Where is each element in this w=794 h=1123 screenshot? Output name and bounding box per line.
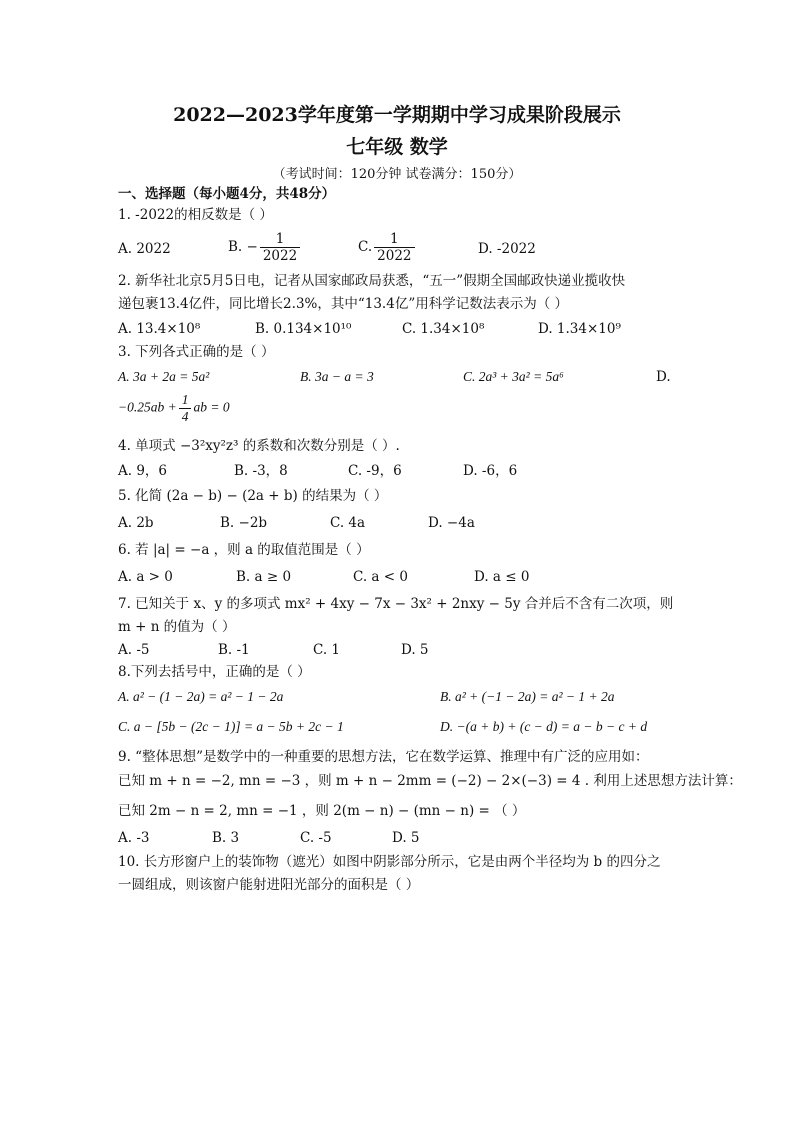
q9-option-a: A. -3 [118,830,150,846]
q6-option-d: D. a ≤ 0 [474,569,530,585]
q3-option-b: B. 3a − a = 3 [300,369,374,384]
question-7-stem-line2: m + n 的值为（ ） [118,619,236,635]
q2-option-b: B. 0.134×10¹⁰ [255,321,352,337]
q4-option-d: D. -6，6 [463,463,518,479]
q1-option-b-fraction [260,231,300,264]
q6-option-c: C. a < 0 [353,569,408,585]
q1-option-b-prefix: B. − [228,239,258,255]
q1-option-a: A. 2022 [118,241,171,257]
q7-option-a: A. -5 [118,642,150,658]
question-6-stem: 6. 若 |a| = −a ，则 a 的取值范围是（ ） [118,542,370,558]
question-10-stem-line2: 一圆组成，则该窗户能射进阳光部分的面积是（ ） [118,877,420,893]
q3-option-d-label: D. [656,369,671,385]
q1-b-numerator: 1 [260,231,300,248]
q7-option-c: C. 1 [313,642,341,658]
q2-option-c: C. 1.34×10⁸ [402,321,485,337]
q8-option-c: C. a − [5b − (2c − 1)] = a − 5b + 2c − 1 [118,719,344,734]
q1-option-d: D. -2022 [478,241,536,257]
q3-d-expr-left: −0.25ab + [118,399,177,415]
q4-option-c: C. -9，6 [348,463,402,479]
q7-option-b: B. -1 [218,642,250,658]
q6-option-a: A. a > 0 [118,569,173,585]
exam-subtitle: 七年级 数学 [346,136,448,158]
question-2-stem-line2: 递包裹13.4亿件，同比增长2.3%，其中“13.4亿”用科学记数法表示为（ ） [118,296,569,312]
q1-option-b [228,231,302,264]
q8-option-d: D. −(a + b) + (c − d) = a − b − c + d [440,719,648,734]
q3-option-d-expression [118,392,230,425]
q2-option-d: D. 1.34×10⁹ [538,321,621,337]
q9-option-c: C. -5 [300,830,332,846]
q1-c-numerator: 1 [374,231,414,248]
question-9-stem-line3: 已知 2m − n = 2, mn = −1 ，则 2(m − n) − (mn − n) = （ ） [118,803,526,819]
question-5-stem: 5. 化简 (2a − b) − (2a + b) 的结果为（ ） [118,488,388,504]
q3-option-a: A. 3a + 2a = 5a² [118,369,210,384]
question-10-stem-line1: 10. 长方形窗户上的装饰物（遮光）如图中阴影部分所示，它是由两个半径均为 b 的四分之 [118,854,661,870]
q5-option-c: C. 4a [330,515,366,531]
q6-option-b: B. a ≥ 0 [236,569,292,585]
q1-b-denominator: 2022 [262,248,298,264]
question-4-stem: 4. 单项式 −3²xy²z³ 的系数和次数分别是（ ）. [118,438,400,454]
q2-option-a: A. 13.4×10⁸ [118,321,201,337]
q5-option-d: D. −4a [428,515,475,531]
q4-option-b: B. -3，8 [234,463,288,479]
q5-option-b: B. −2b [220,515,268,531]
exam-title: 2022—2023学年度第一学期期中学习成果阶段展示 [173,104,621,126]
q3-d-numerator: 1 [179,392,192,409]
q4-option-a: A. 9，6 [118,463,168,479]
q3-d-fraction [179,392,192,425]
question-3-stem: 3. 下列各式正确的是（ ） [118,344,275,360]
question-9-stem-line1: 9. “整体思想”是数学中的一种重要的思想方法，它在数学运算、推理中有广泛的应用如： [118,749,649,765]
section-heading: 一、选择题（每小题4分，共48分） [118,186,336,202]
q9-option-b: B. 3 [212,830,240,846]
q8-option-b: B. a² + (−1 − 2a) = a² − 1 + 2a [440,689,615,704]
q1-option-c-prefix: C. [358,239,373,255]
q1-option-c-fraction [374,231,414,264]
question-7-stem-line1: 7. 已知关于 x、y 的多项式 mx² + 4xy − 7x − 3x² + 2nxy − 5y 合并后不含有二次项，则 [118,596,674,612]
q3-option-c: C. 2a³ + 3a² = 5a⁶ [463,369,564,384]
q7-option-d: D. 5 [401,642,429,658]
q9-option-d: D. 5 [392,830,420,846]
exam-info: （考试时间：120分钟 试卷满分：150分） [272,167,522,182]
q5-option-a: A. 2b [118,515,154,531]
q3-d-denominator: 4 [181,409,189,424]
q1-option-c [358,231,417,264]
q1-c-denominator: 2022 [377,248,412,264]
question-1-stem: 1. -2022的相反数是（ ） [118,207,273,223]
q3-d-expr-right: ab = 0 [193,399,230,415]
q8-option-a: A. a² − (1 − 2a) = a² − 1 − 2a [118,689,284,704]
question-9-stem-line2: 已知 m + n = −2, mn = −3 ，则 m + n − 2mm = (−2) − 2×(−3) = 4 . 利用上述思想方法计算： [118,773,742,789]
question-2-stem-line1: 2. 新华社北京5月5日电，记者从国家邮政局获悉，“五一”假期全国邮政快递业揽收快 [118,273,626,289]
question-8-stem: 8.下列去括号中，正确的是（ ） [118,664,311,680]
